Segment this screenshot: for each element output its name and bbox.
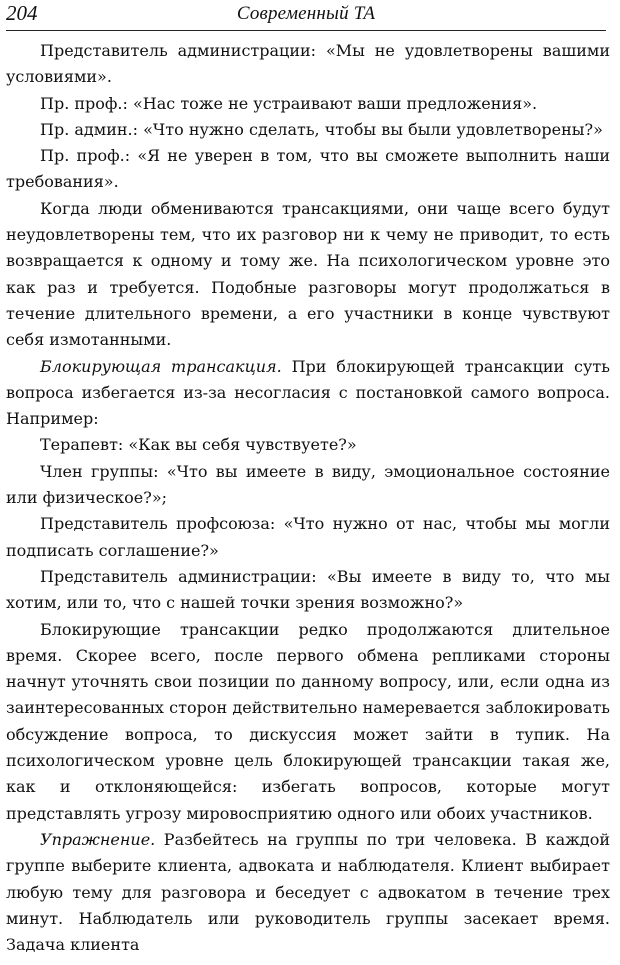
paragraph-text: Пр. проф.: «Нас тоже не устраивают ваши предложения». — [40, 93, 538, 113]
paragraph-text: Когда люди обмениваются трансакциями, они чаще всего будут неудовлетворены тем, что их разговор ни к чему не приводит, то есть возвращается к одному и тому же. На психологическом уровне это как раз и требуется. Подобные разговоры могут продолжаться в течение длительного времени, а его участники в конце чувствуют себя измотанными. — [6, 198, 610, 350]
paragraph-text: Представитель администрации: «Вы имеете в виду то, что мы хотим, или то, что с нашей точки зрения возможно?» — [6, 566, 610, 613]
paragraph-text: Пр. админ.: «Что нужно сделать, чтобы вы были удовлетворены?» — [40, 119, 603, 139]
paragraph — [6, 196, 610, 354]
page-number: 204 — [6, 1, 38, 25]
paragraph-text: Разбейтесь на группы по три человека. В каждой группе выберите клиента, адвоката и наблюдателя. Клиент выбирает любую тему для разговора и беседует с адвокатом в течение трех минут. Наблюдатель или руководитель группы засекает время. Задача клиента — [6, 829, 610, 955]
paragraph — [6, 432, 610, 458]
paragraph-text: Пр. проф.: «Я не уверен в том, что вы сможете выполнить наши требования». — [6, 146, 610, 192]
paragraph — [6, 143, 610, 196]
paragraph — [6, 617, 610, 827]
paragraph-lead: Блокирующая трансакция. — [40, 356, 282, 376]
paragraph-text: При блокирующей трансакции суть вопроса избегается из-за несогласия с постановкой самого вопроса. Например: — [6, 356, 610, 429]
paragraph-text: Член группы: «Что вы имеете в виду, эмоциональное состояние или физическое?»; — [6, 461, 610, 508]
paragraph — [6, 564, 610, 617]
page-header — [6, 0, 606, 31]
paragraph — [6, 91, 610, 117]
paragraph-lead: Упражнение. — [40, 829, 156, 849]
paragraph — [6, 38, 610, 91]
paragraph — [6, 827, 610, 958]
body-text — [6, 38, 610, 958]
paragraph — [6, 511, 610, 564]
paragraph-text: Терапевт: «Как вы себя чувствуете?» — [40, 435, 357, 455]
paragraph — [6, 459, 610, 512]
running-title: Современный ТА — [236, 3, 376, 24]
paragraph — [6, 117, 610, 143]
paragraph-text: Блокирующие трансакции редко продолжаются длительное время. Скорее всего, после первого обмена репликами стороны начнут уточнять свои позиции по данному вопросу, или, если одна из заинтересованных сторон действительно намеревается заблокировать обсуждение вопроса, то дискуссия может зайти в тупик. На психологическом уровне цель блокирующей трансакции такая же, как и отклоняющейся: избегать вопросов, которые могут представлять угрозу мировосприятию одного или обоих участников. — [6, 619, 610, 823]
paragraph-text: Представитель администрации: «Мы не удовлетворены вашими условиями». — [6, 41, 610, 87]
paragraph — [6, 354, 610, 433]
paragraph-text: Представитель профсоюза: «Что нужно от нас, чтобы мы могли подписать соглашение?» — [6, 514, 610, 560]
